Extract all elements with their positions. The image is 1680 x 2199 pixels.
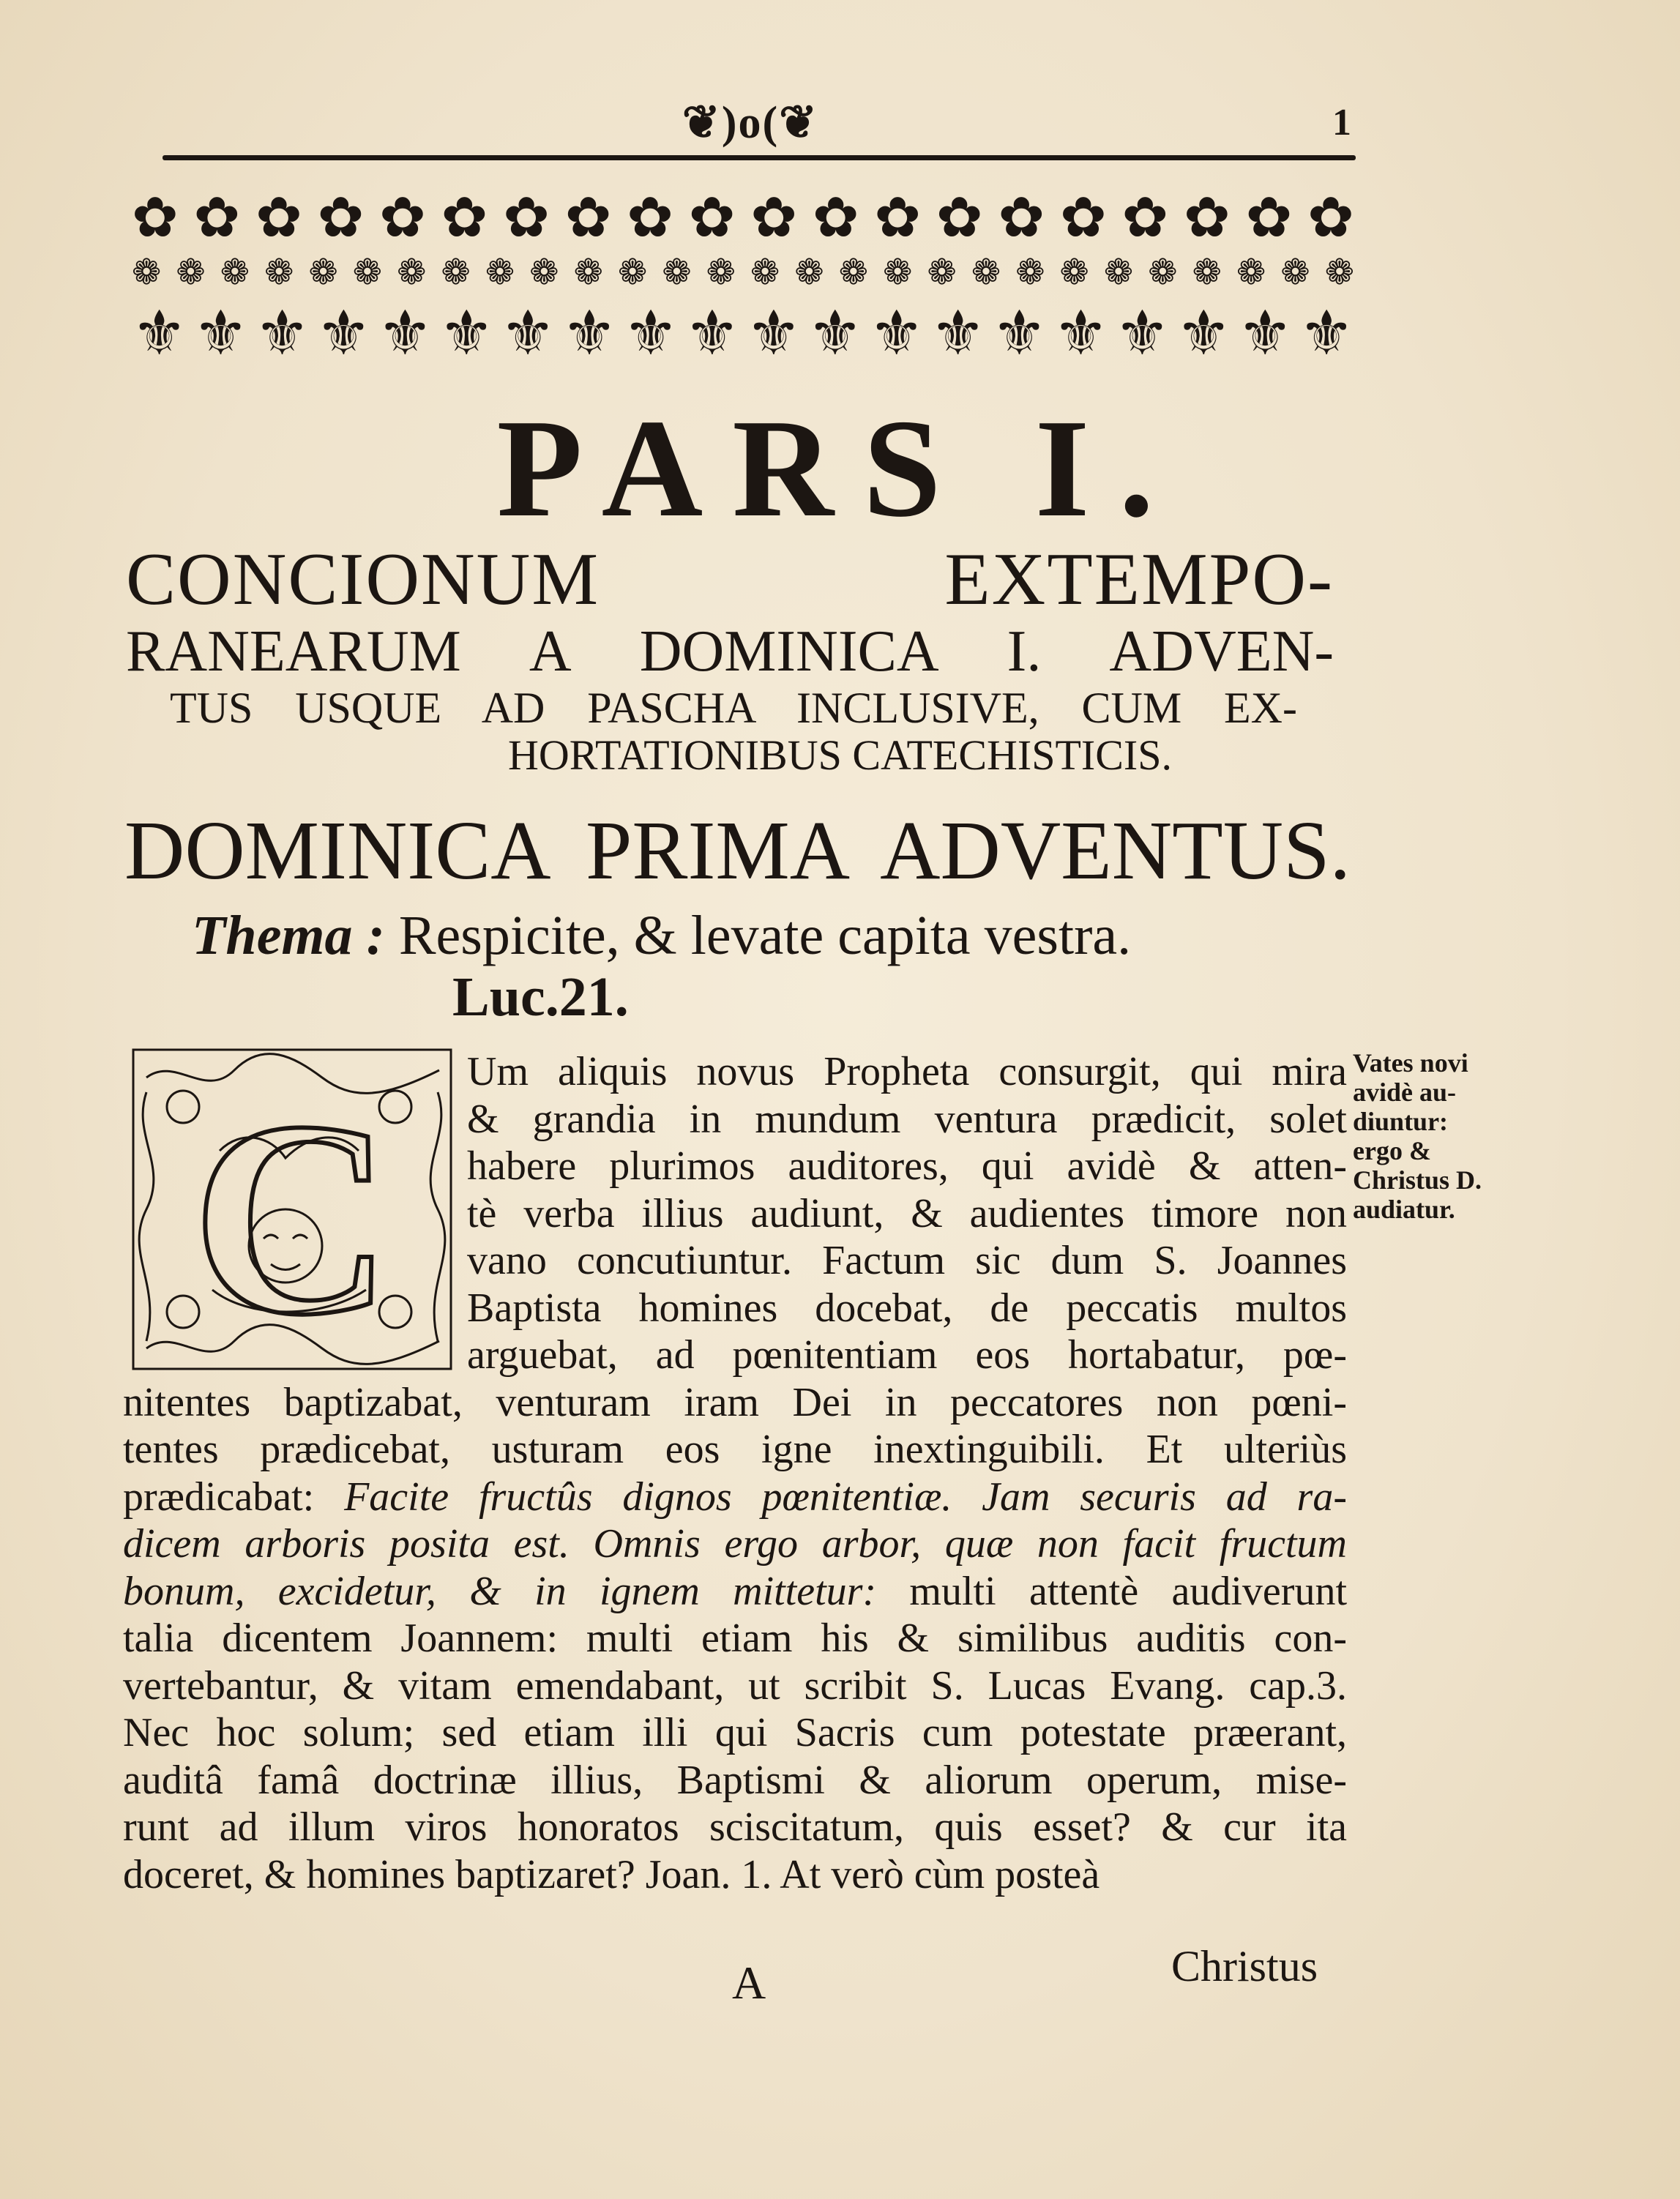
subtitle-line-3: TUS USQUE AD PASCHA INCLUSIVE, CUM EX-	[170, 684, 1297, 732]
ornament-glyph: ❁	[573, 253, 603, 292]
ornament-glyph: ❁	[1280, 253, 1310, 292]
thema-line	[192, 905, 1290, 966]
page-number: 1	[1332, 102, 1351, 143]
ornament-glyph: ❁	[529, 253, 559, 292]
ornament-glyph: ⚜	[807, 299, 863, 368]
ornament-glyph: ✿	[627, 187, 673, 249]
body-line-text: arguebat, ad pœnitentiam eos hortabatur, pœ-	[467, 1332, 1347, 1378]
ornament-glyph: ❁	[1059, 253, 1089, 292]
ornament-glyph: ✿	[441, 187, 488, 249]
ornament-glyph: ✿	[812, 187, 859, 249]
body-line	[123, 1426, 1347, 1474]
ornament-glyph: ❁	[176, 253, 206, 292]
body-text	[123, 1048, 1347, 1898]
ornament-glyph: ✿	[936, 187, 983, 249]
ornament-glyph: ❁	[1324, 253, 1354, 292]
body-line-text: tè verba illius audiunt, & audientes timore non	[467, 1190, 1347, 1236]
body-line	[467, 1285, 1347, 1332]
scripture-reference: Luc.21.	[452, 966, 629, 1028]
ornament-band-1	[132, 184, 1354, 250]
ornament-glyph: ⚜	[746, 299, 802, 368]
ornament-glyph: ❁	[132, 253, 162, 292]
margin-note-line: avidè au-	[1353, 1078, 1457, 1107]
ornament-glyph: ❁	[441, 253, 471, 292]
ornament-glyph: ❁	[485, 253, 515, 292]
body-line	[123, 1379, 1347, 1427]
body-line-italic: bonum, excidetur, & in ignem mittetur:	[123, 1568, 877, 1614]
ornament-glyph: ✿	[379, 187, 426, 249]
ornament-glyph: ❁	[883, 253, 913, 292]
ornament-glyph: ✿	[1307, 187, 1354, 249]
ornament-glyph: ❁	[397, 253, 427, 292]
ornament-glyph: ⚜	[1237, 299, 1293, 368]
body-line	[467, 1237, 1347, 1285]
body-line-text: nitentes baptizabat, venturam iram Dei in peccatores non pœni-	[123, 1379, 1347, 1425]
signature-mark: A	[732, 1957, 766, 2009]
ornament-glyph: ⚜	[991, 299, 1048, 368]
header-ornament: ❦)o(❦	[682, 98, 819, 148]
ornament-glyph: ✿	[1184, 187, 1231, 249]
ornament-glyph: ❁	[220, 253, 250, 292]
ornament-glyph: ✿	[503, 187, 550, 249]
margin-note-line: audiatur.	[1353, 1195, 1455, 1224]
body-line-text: vano concutiuntur. Factum sic dum S. Joannes	[467, 1238, 1347, 1283]
ornament-glyph: ⚜	[193, 299, 249, 368]
body-line	[123, 1568, 1347, 1616]
ornament-glyph: ⚜	[1176, 299, 1231, 368]
drop-cap-letter: C	[191, 1064, 393, 1370]
subtitle-line-4: HORTATIONIBUS CATECHISTICIS.	[507, 731, 1172, 779]
ornament-glyph: ❁	[706, 253, 736, 292]
margin-note-line: Vates novi	[1353, 1048, 1468, 1078]
margin-note-line: ergo &	[1353, 1136, 1431, 1165]
ornament-glyph: ❁	[1148, 253, 1178, 292]
ornament-glyph: ⚜	[438, 299, 494, 368]
body-line-italic: Facite fructûs dignos pœnitentiæ. Jam securis ad ra-	[314, 1474, 1347, 1520]
catchword: Christus	[1171, 1942, 1318, 1990]
ornament-glyph: ✿	[750, 187, 797, 249]
body-line	[467, 1332, 1347, 1379]
ornament-glyph: ❁	[662, 253, 692, 292]
ornament-glyph: ✿	[1059, 187, 1107, 249]
body-line	[123, 1757, 1347, 1804]
body-line	[123, 1474, 1347, 1521]
ornament-glyph: ❁	[1236, 253, 1266, 292]
ornament-glyph: ⚜	[1114, 299, 1171, 368]
ornament-glyph: ❁	[264, 253, 294, 292]
body-line	[123, 1520, 1347, 1568]
ornament-glyph: ❁	[308, 253, 338, 292]
ornament-glyph: ❁	[794, 253, 824, 292]
body-line	[467, 1190, 1347, 1238]
ornament-glyph: ✿	[564, 187, 612, 249]
body-line-text: Baptista homines docebat, de peccatis multos	[467, 1285, 1347, 1331]
body-line-text: doceret, & homines baptizaret? Joan. 1. At verò cùm posteà	[123, 1851, 1100, 1897]
ornament-glyph: ⚜	[869, 299, 925, 368]
ornament-glyph: ⚜	[684, 299, 740, 368]
subtitle-line-2: RANEARUM A DOMINICA I. ADVEN-	[126, 619, 1334, 684]
body-line-text: prædicabat:	[123, 1474, 315, 1520]
body-line-text: talia dicentem Joannem: multi etiam his & similibus auditis con-	[123, 1616, 1347, 1661]
ornament-glyph: ❁	[1103, 253, 1134, 292]
ornament-glyph: ✿	[1245, 187, 1293, 249]
ornament-glyph: ⚜	[377, 299, 433, 368]
ornament-glyph: ⚜	[1053, 299, 1109, 368]
margin-note-line: Christus D.	[1353, 1165, 1482, 1195]
body-line	[123, 1851, 1347, 1899]
body-line-text: auditâ famâ doctrinæ illius, Baptismi & aliorum operum, mise-	[123, 1757, 1347, 1803]
margin-note	[1353, 1048, 1521, 1224]
body-line	[467, 1096, 1347, 1143]
ornament-glyph: ❁	[750, 253, 780, 292]
ornament-glyph: ✿	[132, 187, 179, 249]
ornament-glyph: ❁	[352, 253, 383, 292]
subtitle-line-1: CONCIONUM EXTEMPO-	[126, 538, 1334, 621]
ornament-glyph: ✿	[1121, 187, 1169, 249]
header-rule	[163, 155, 1356, 160]
body-line	[467, 1048, 1347, 1096]
ornament-glyph: ✿	[998, 187, 1045, 249]
body-line-text: runt ad illum viros honoratos sciscitatum, quis esset? & cur ita	[123, 1804, 1347, 1850]
ornament-band-3	[132, 296, 1354, 370]
ornament-glyph: ❁	[617, 253, 648, 292]
ornament-glyph: ✿	[874, 187, 922, 249]
ornament-glyph: ❁	[838, 253, 868, 292]
ornament-glyph: ⚜	[132, 299, 187, 368]
body-line	[467, 1143, 1347, 1190]
ornament-glyph: ❁	[971, 253, 1001, 292]
body-line	[123, 1804, 1347, 1851]
margin-note-line: diuntur:	[1353, 1107, 1449, 1136]
body-line-text: Um aliquis novus Propheta consurgit, qui mira	[467, 1049, 1347, 1094]
body-line-text: multi attentè audiverunt	[876, 1568, 1347, 1614]
ornament-glyph: ✿	[317, 187, 365, 249]
body-line	[123, 1662, 1347, 1710]
ornament-glyph: ✿	[255, 187, 302, 249]
body-line-italic: dicem arboris posita est. Omnis ergo arbor, quæ non facit fructum	[123, 1521, 1347, 1567]
ornament-glyph: ⚜	[1299, 299, 1354, 368]
ornament-glyph: ✿	[688, 187, 736, 249]
ornament-glyph: ⚜	[930, 299, 986, 368]
ornament-band-2	[132, 253, 1354, 292]
body-line-text: & grandia in mundum ventura prædicit, solet	[467, 1096, 1347, 1142]
thema-label: Thema :	[192, 905, 385, 966]
ornament-glyph: ⚜	[561, 299, 617, 368]
ornament-glyph: ⚜	[254, 299, 310, 368]
sermon-heading: DOMINICA PRIMA ADVENTUS.	[124, 804, 1351, 897]
thema-text: Respicite, & levate capita vestra.	[398, 905, 1132, 966]
body-line	[123, 1709, 1347, 1757]
ornament-glyph: ⚜	[623, 299, 679, 368]
ornament-glyph: ❁	[1015, 253, 1045, 292]
part-title: PARS I.	[496, 390, 1184, 546]
body-line-text: tentes prædicebat, usturam eos igne inextinguibili. Et ulteriùs	[123, 1427, 1347, 1472]
body-line-text: Nec hoc solum; sed etiam illi qui Sacris cum potestate præerant,	[123, 1710, 1347, 1755]
body-line	[123, 1615, 1347, 1662]
body-line-text: habere plurimos auditores, qui avidè & atten-	[467, 1143, 1347, 1189]
body-line-text: vertebantur, & vitam emendabant, ut scribit S. Lucas Evang. cap.3.	[123, 1662, 1347, 1709]
ornament-glyph: ⚜	[316, 299, 372, 368]
ornament-glyph: ✿	[193, 187, 241, 249]
ornament-glyph: ❁	[927, 253, 957, 292]
ornament-glyph: ⚜	[500, 299, 556, 368]
ornament-glyph: ❁	[1192, 253, 1222, 292]
